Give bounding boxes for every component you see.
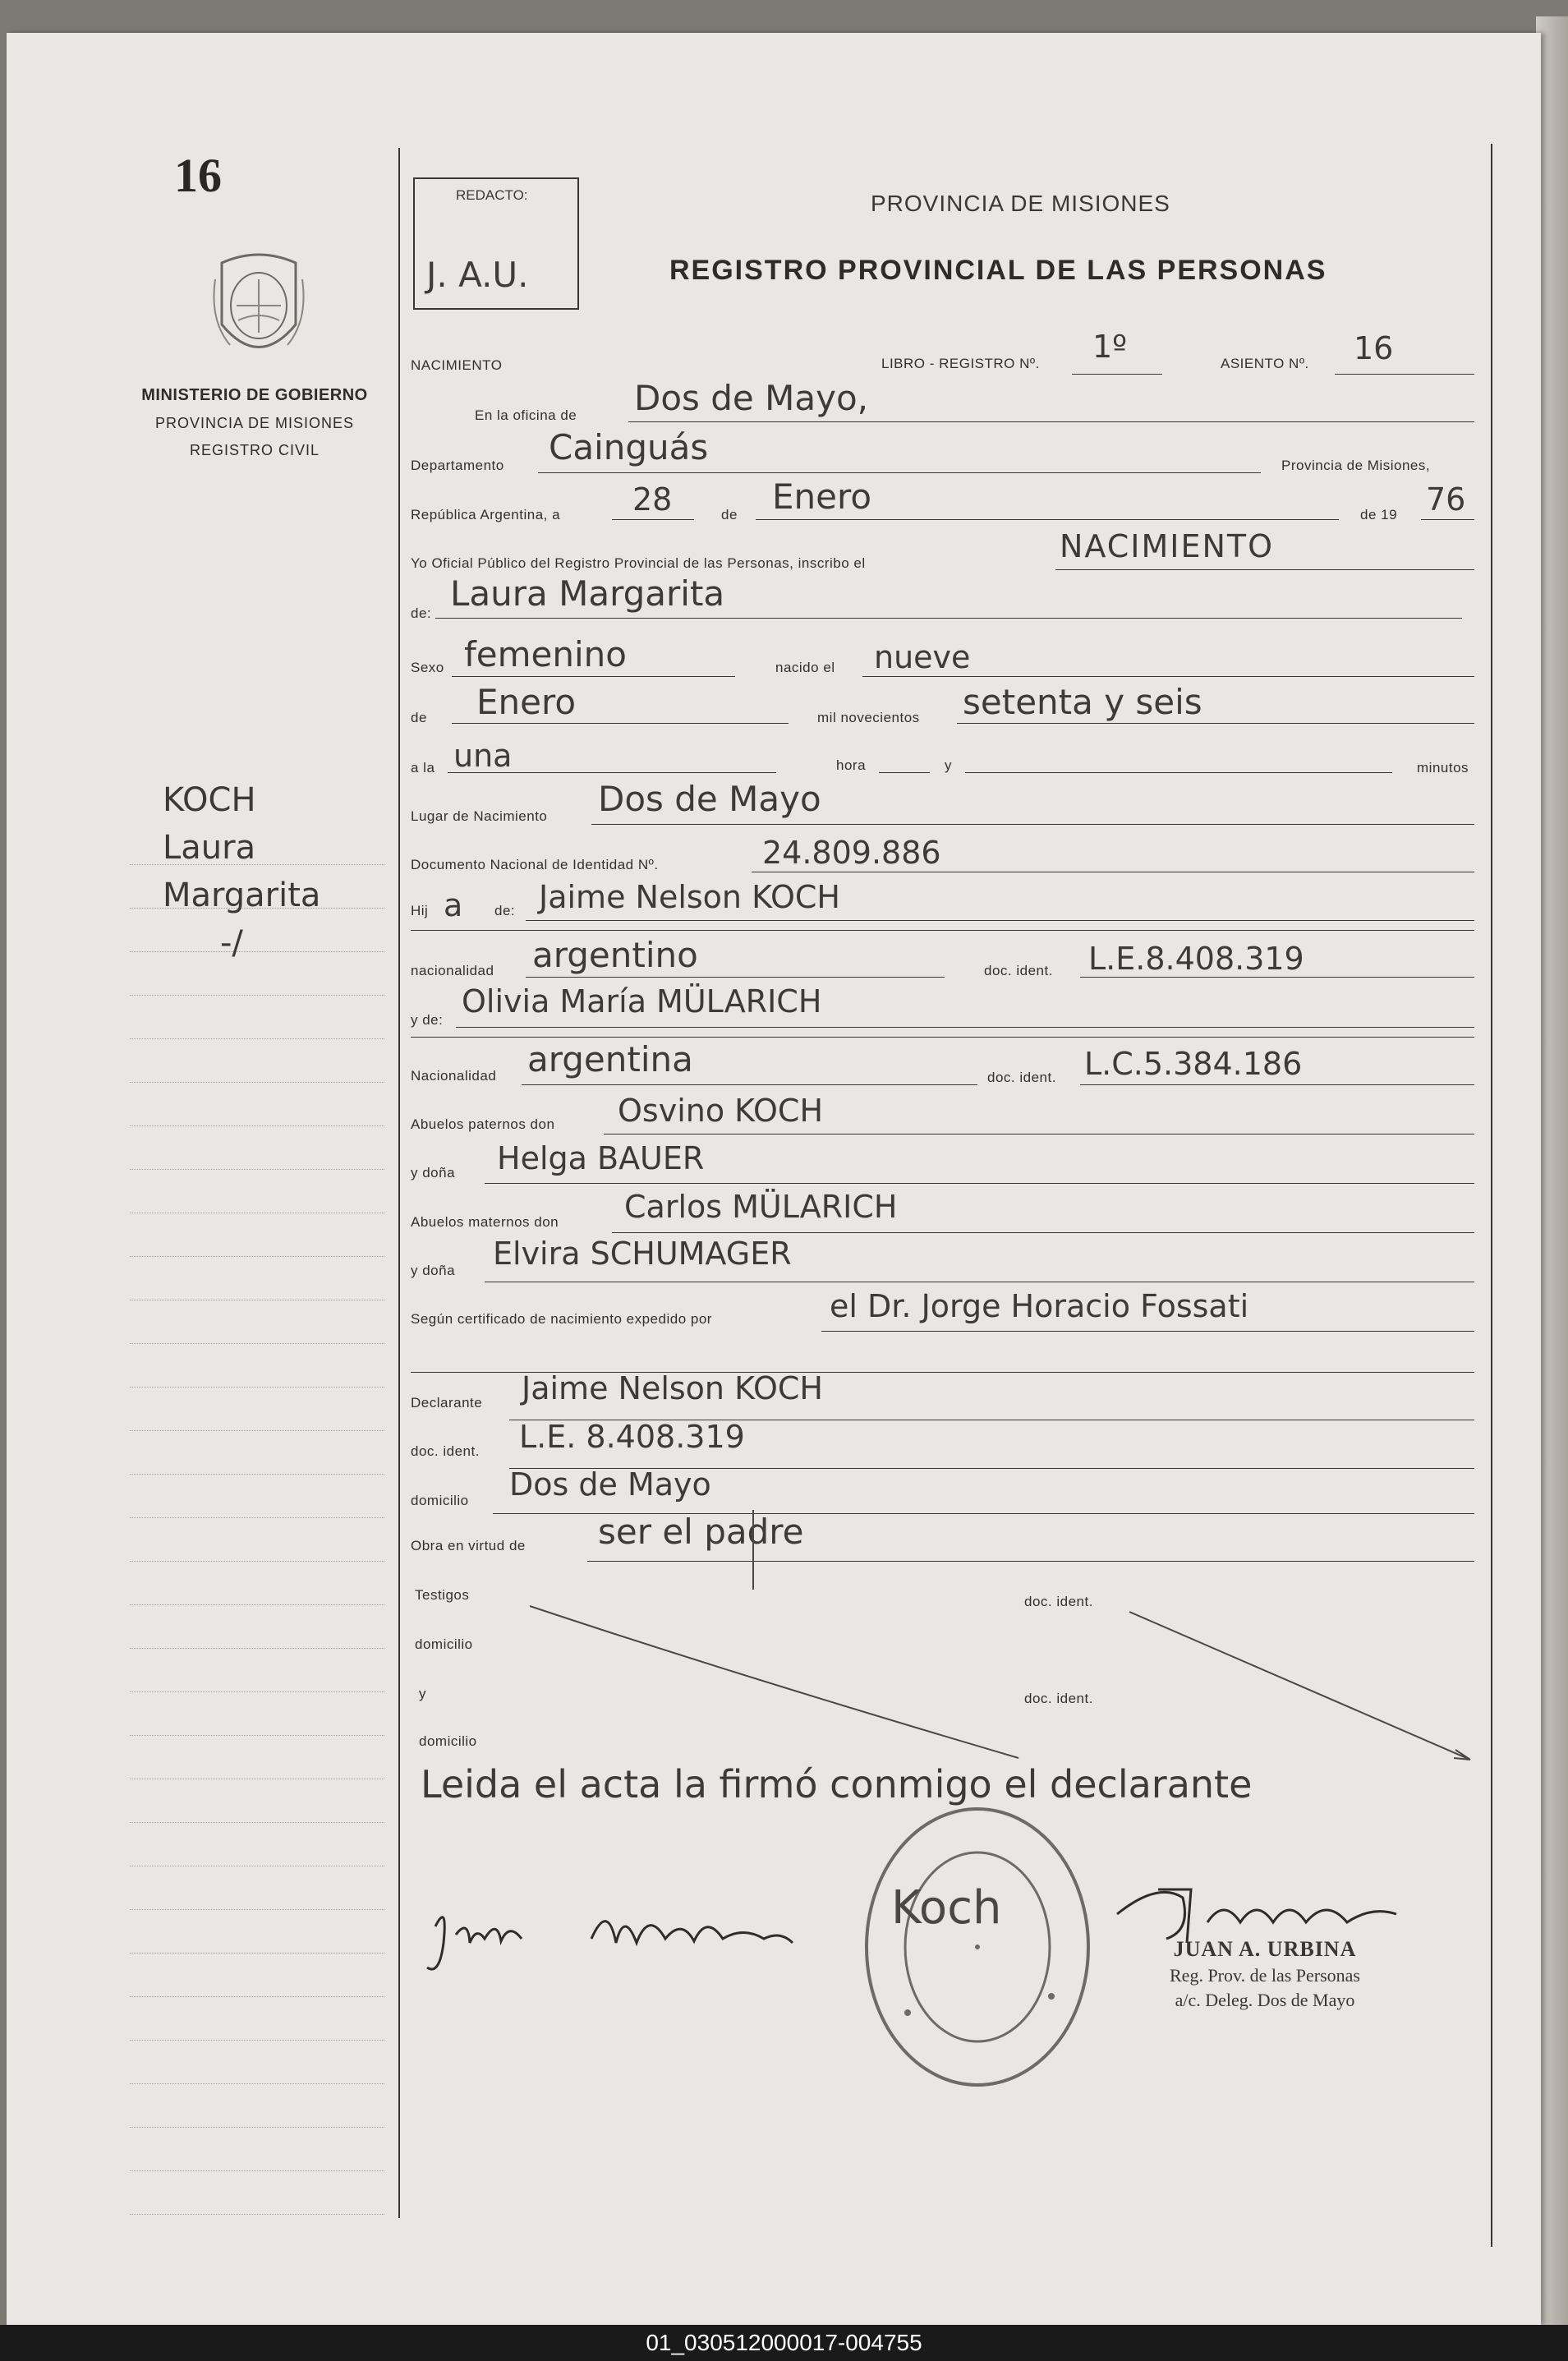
- redacto-label: REDACTO:: [456, 187, 528, 203]
- abuelos-paternos-label: Abuelos paternos don: [411, 1116, 555, 1132]
- margin-ruled-lines: [130, 822, 384, 2202]
- rule: [591, 824, 1474, 825]
- declarante-label: Declarante: [411, 1395, 483, 1411]
- coat-of-arms-icon: [205, 246, 312, 370]
- segun-certificado-label: Según certificado de nacimiento expedido por: [411, 1311, 712, 1327]
- folio-number: 16: [174, 149, 222, 202]
- asiento-label: ASIENTO Nº.: [1221, 356, 1309, 371]
- sexo-label: Sexo: [411, 660, 444, 675]
- de-mes-label: de: [411, 710, 427, 725]
- yo-oficial-label: Yo Oficial Público del Registro Provincial de las Personas, inscribo el: [411, 555, 866, 571]
- abuela-materna-value: Elvira SCHUMAGER: [493, 1236, 792, 1272]
- domicilio-testigo2-label: domicilio: [419, 1733, 477, 1749]
- nacionalidad-madre-label: Nacionalidad: [411, 1068, 497, 1084]
- rule: [1072, 374, 1162, 375]
- y-dona-label-1: y doña: [411, 1165, 456, 1180]
- anio-nac-value: setenta y seis: [963, 682, 1202, 722]
- doc-madre-value: L.C.5.384.186: [1084, 1046, 1303, 1082]
- nombre-value: Laura Margarita: [450, 573, 725, 614]
- oficina-value: Dos de Mayo,: [634, 378, 868, 418]
- doc-madre-label: doc. ident.: [987, 1070, 1056, 1085]
- segun-certificado-value: el Dr. Jorge Horacio Fossati: [830, 1288, 1249, 1324]
- inscribo-value: NACIMIENTO: [1060, 528, 1275, 564]
- republica-label: República Argentina, a: [411, 507, 561, 522]
- nacido-value: nueve: [874, 639, 971, 675]
- domicilio-value: Dos de Mayo: [509, 1466, 711, 1503]
- declarante-signature: [419, 1894, 813, 1984]
- mil-label: mil novecientos: [817, 710, 920, 725]
- declarante-value: Jaime Nelson KOCH: [522, 1370, 823, 1406]
- registry-stamp-icon: [854, 1799, 1101, 2095]
- margin-closing-mark: -/: [220, 924, 243, 962]
- rule: [628, 421, 1474, 422]
- rule: [538, 472, 1261, 473]
- hora-value: una: [453, 738, 513, 774]
- doc-padre-label: doc. ident.: [984, 963, 1053, 978]
- obra-label: Obra en virtud de: [411, 1538, 526, 1553]
- rule: [1055, 569, 1474, 570]
- y-label: y: [945, 757, 952, 773]
- hij-label: Hij: [411, 903, 429, 918]
- redacto-initials: J. A.U.: [426, 255, 529, 295]
- rule: [485, 1183, 1474, 1184]
- rule: [965, 772, 1392, 773]
- testigos-label: Testigos: [415, 1587, 470, 1603]
- hij-de-label: de:: [494, 903, 516, 918]
- rule: [612, 1232, 1474, 1233]
- nacido-label: nacido el: [775, 660, 835, 675]
- rule: [1080, 1084, 1474, 1085]
- abuelo-paterno-value: Osvino KOCH: [618, 1093, 824, 1129]
- lugar-value: Dos de Mayo: [598, 779, 821, 819]
- official-block: [1109, 1937, 1421, 2011]
- nacionalidad-madre-value: argentina: [527, 1039, 693, 1079]
- asiento-value: 16: [1354, 330, 1394, 366]
- y-de-label: y de:: [411, 1012, 444, 1028]
- rule: [526, 977, 945, 978]
- domicilio-testigo1-label: domicilio: [415, 1636, 473, 1652]
- official-title-1: Reg. Prov. de las Personas: [1170, 1965, 1360, 1986]
- nacionalidad-padre-value: argentino: [532, 935, 698, 975]
- redacto-box: [413, 177, 579, 310]
- ministry-registry: REGISTRO CIVIL: [189, 442, 320, 458]
- doc-declarante-label: doc. ident.: [411, 1443, 480, 1459]
- cierre-value: Leida el acta la firmó conmigo el declarante: [421, 1762, 1253, 1806]
- obra-value: ser el padre: [598, 1512, 804, 1552]
- rule: [411, 1037, 1474, 1038]
- madre-value: Olivia María MÜLARICH: [462, 983, 822, 1019]
- province-heading: PROVINCIA DE MISIONES: [871, 191, 1170, 216]
- doc-declarante-value: L.E. 8.408.319: [519, 1419, 745, 1455]
- de-label: de: [721, 507, 738, 522]
- form-left-border: [398, 148, 400, 2218]
- nacionalidad-padre-label: nacionalidad: [411, 963, 494, 978]
- rule: [821, 1331, 1474, 1332]
- image-id-footer: 01_030512000017-004755: [0, 2325, 1568, 2361]
- rule: [612, 519, 694, 520]
- form-right-border: [1491, 144, 1492, 2247]
- rule: [435, 618, 1462, 619]
- margin-surname: KOCH: [163, 781, 256, 819]
- doc-testigo2-label: doc. ident.: [1024, 1691, 1093, 1706]
- rule: [879, 772, 930, 773]
- mes-nac-value: Enero: [476, 682, 577, 722]
- abuelo-materno-value: Carlos MÜLARICH: [624, 1189, 898, 1225]
- ministry-title: MINISTERIO DE GOBIERNO: [141, 386, 368, 404]
- de-nombre-label: de:: [411, 605, 432, 621]
- rule: [448, 772, 776, 773]
- rule: [1421, 519, 1474, 520]
- ministry-heading: [115, 386, 394, 459]
- rule: [526, 920, 1474, 921]
- stamp-signature: Koch: [891, 1881, 1002, 1935]
- rule: [452, 723, 789, 724]
- dni-value: 24.809.886: [762, 835, 941, 871]
- rule: [957, 723, 1474, 724]
- rule: [1080, 977, 1474, 978]
- departamento-label: Departamento: [411, 458, 504, 473]
- rule: [411, 930, 1474, 931]
- nacimiento-label: NACIMIENTO: [411, 357, 503, 373]
- ministry-province: PROVINCIA DE MISIONES: [154, 415, 355, 431]
- rule: [522, 1084, 977, 1085]
- departamento-value: Cainguás: [549, 427, 709, 467]
- rule: [456, 1027, 1474, 1028]
- libro-label: LIBRO - REGISTRO Nº.: [881, 356, 1040, 371]
- doc-testigo1-label: doc. ident.: [1024, 1594, 1093, 1609]
- mes-value: Enero: [772, 476, 872, 517]
- abuelos-maternos-label: Abuelos maternos don: [411, 1214, 559, 1230]
- rule: [756, 519, 1339, 520]
- hora-label: hora: [836, 757, 867, 773]
- anio-value: 76: [1426, 481, 1466, 518]
- a-la-label: a la: [411, 760, 435, 775]
- sexo-value: femenino: [464, 634, 627, 674]
- rule: [452, 676, 735, 677]
- oficina-label: En la oficina de: [475, 407, 577, 423]
- hij-suffix: a: [444, 887, 463, 923]
- doc-padre-value: L.E.8.408.319: [1088, 941, 1304, 977]
- margin-name-2: Margarita: [163, 877, 321, 914]
- dni-label: Documento Nacional de Identidad Nº.: [411, 857, 659, 872]
- minutos-label: minutos: [1417, 760, 1469, 775]
- rule: [587, 1561, 1474, 1562]
- lugar-label: Lugar de Nacimiento: [411, 808, 548, 824]
- rule: [1335, 374, 1474, 375]
- official-name: JUAN A. URBINA: [1173, 1937, 1357, 1961]
- de19-label: de 19: [1360, 507, 1398, 522]
- registry-heading: REGISTRO PROVINCIAL DE LAS PERSONAS: [669, 255, 1327, 286]
- domicilio-label: domicilio: [411, 1493, 469, 1508]
- margin-name-1: Laura: [163, 829, 256, 867]
- margin-annotation: [163, 776, 376, 967]
- abuela-paterna-value: Helga BAUER: [497, 1140, 705, 1176]
- rule: [862, 676, 1474, 677]
- dia-value: 28: [632, 481, 673, 518]
- y-testigo-label: y: [419, 1686, 426, 1701]
- official-title-2: a/c. Deleg. Dos de Mayo: [1175, 1990, 1355, 2010]
- libro-value: 1º: [1092, 329, 1128, 365]
- y-dona-label-2: y doña: [411, 1263, 456, 1278]
- provincia-label: Provincia de Misiones,: [1281, 458, 1431, 473]
- padre-value: Jaime Nelson KOCH: [539, 879, 840, 915]
